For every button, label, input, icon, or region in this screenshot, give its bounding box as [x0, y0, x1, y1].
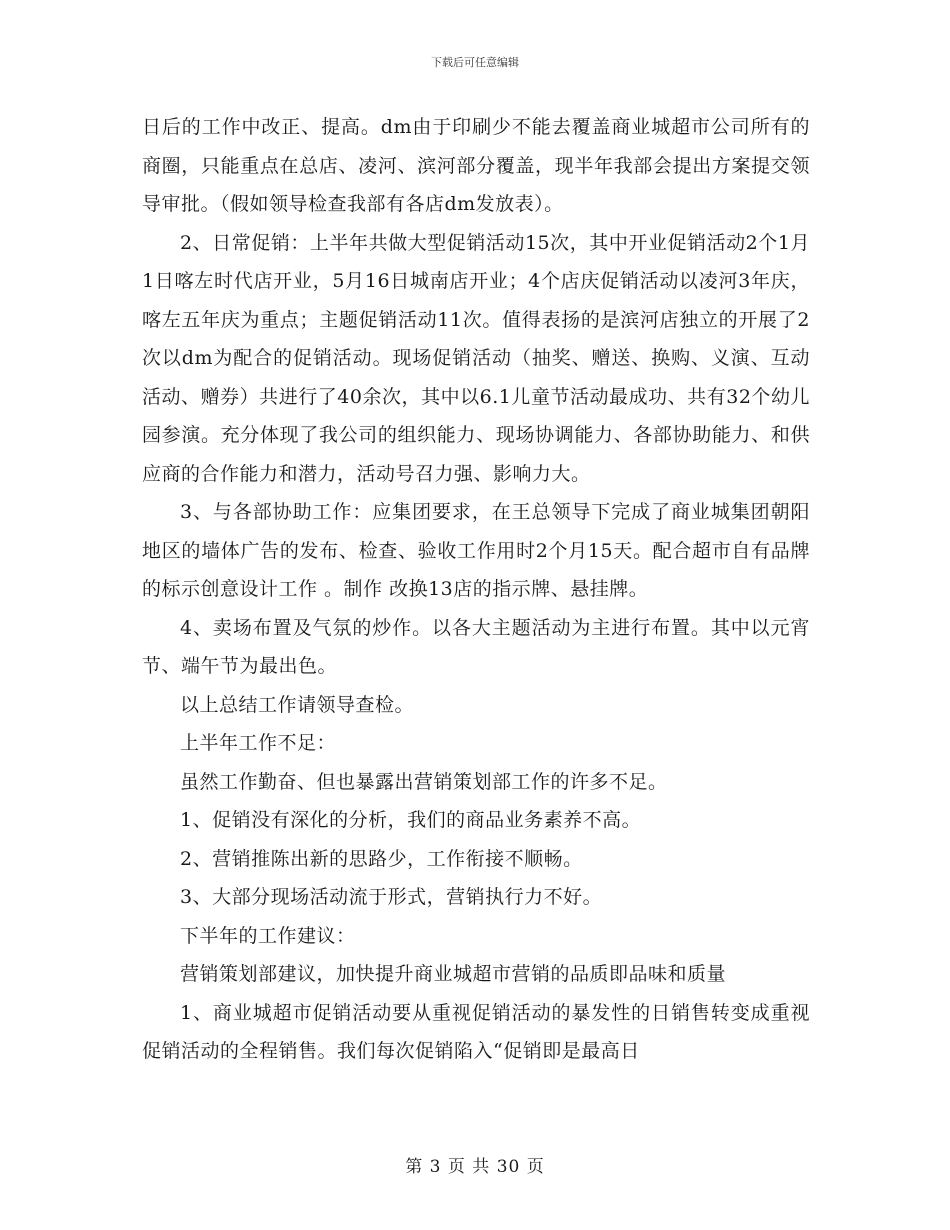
paragraph: 日后的工作中改正、提高。dm由于印刷少不能去覆盖商业城超市公司所有的商圈，只能重点在总店、凌河、滨河部分覆盖，现半年我部会提出方案提交领导审批。（假如领导检查我部有各店dm发放表）。: [142, 116, 810, 215]
paragraph: 下半年的工作建议：: [180, 924, 356, 947]
paragraph: 4、卖场布置及气氛的炒作。以各大主题活动为主进行布置。其中以元宵节、端午节为最出色。: [142, 616, 810, 677]
paragraph: 营销策划部建议，加快提升商业城超市营销的品质即品味和质量: [180, 963, 727, 985]
document-body: [142, 108, 810, 1071]
paragraph: 1、商业城超市促销活动要从重视促销活动的暴发性的日销售转变成重视促销活动的全程销售。我们每次促销陷入“促销即是最高日: [142, 1001, 810, 1062]
paragraph: 上半年工作不足：: [180, 732, 337, 754]
paragraph: 2、营销推陈出新的思路少，工作衔接不顺畅。: [180, 847, 583, 870]
page-number-footer: 第 3 页 共 30 页: [405, 1157, 545, 1177]
page-header: 下载后可任意编辑: [431, 56, 519, 69]
paragraph: 3、与各部协助工作：应集团要求，在王总领导下完成了商业城集团朝阳地区的墙体广告的发布、检查、验收工作用时2个月15天。配合超市自有品牌的标示创意设计工作 。制作 改换13店的指示牌、悬挂牌。: [142, 501, 810, 600]
paragraph: 以上总结工作请领导查检。: [180, 693, 415, 716]
paragraph: 1、促销没有深化的分析，我们的商品业务素养不高。: [180, 809, 642, 831]
paragraph: 3、大部分现场活动流于形式，营销执行力不好。: [180, 886, 603, 908]
paragraph: 虽然工作勤奋、但也暴露出营销策划部工作的许多不足。: [180, 770, 668, 793]
paragraph: 2、日常促销：上半年共做大型促销活动15次，其中开业促销活动2个1月1日喀左时代店开业，5月16日城南店开业；4个店庆促销活动以凌河3年庆，喀左五年庆为重点；主题促销活动11次。值得表扬的是滨河店独立的开展了2次以dm为配合的促销活动。现场促销活动（抽奖、赠送、换购、义演、互动活动、赠券）共进行了40余次，其中以6.1儿童节活动最成功、共有32个幼儿园参演。充分体现了我公司的组织能力、现场协调能力、各部协助能力、和供应商的合作能力和潜力，活动号召力强、影响力大。: [142, 231, 810, 485]
